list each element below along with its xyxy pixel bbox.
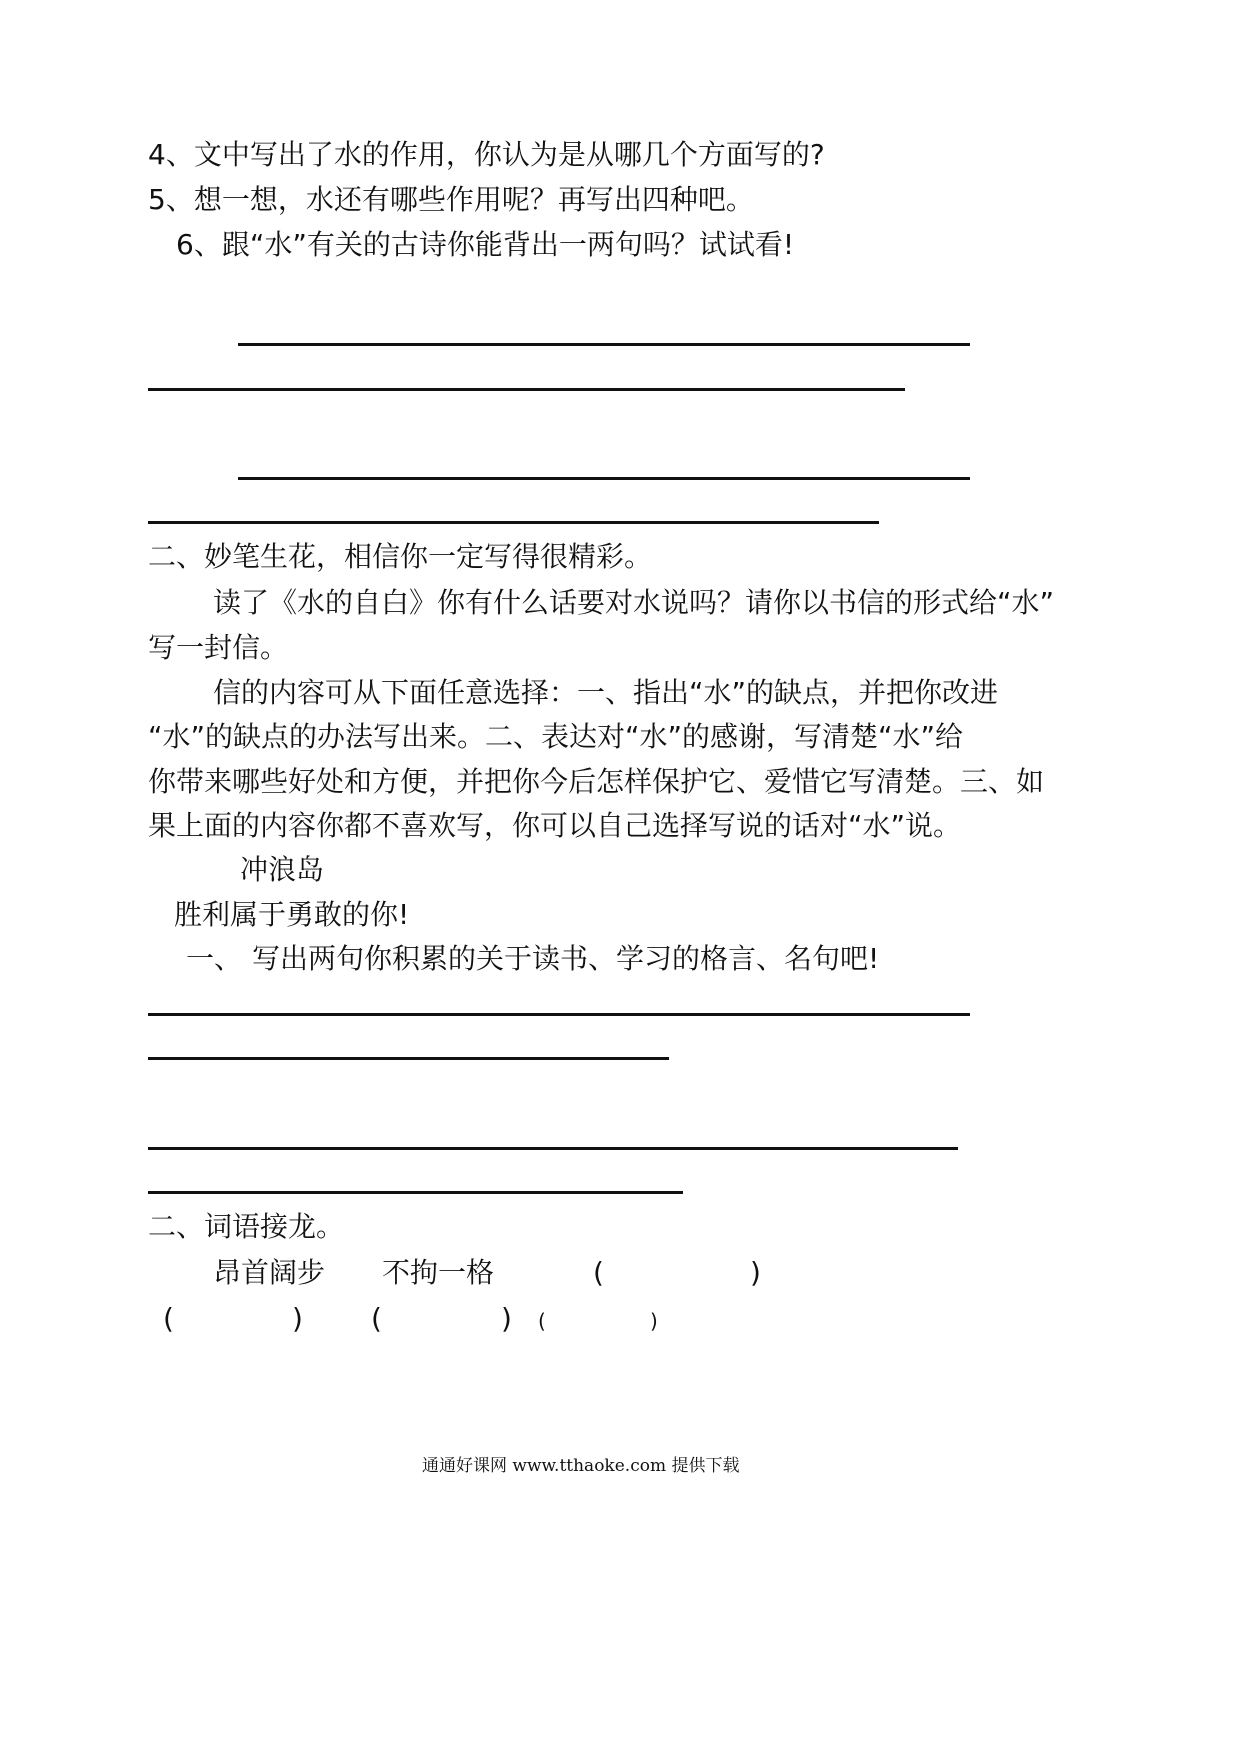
answer-line[interactable] xyxy=(148,1013,970,1016)
section-heading-word-chain: 二、词语接龙。 xyxy=(148,1210,345,1243)
blank-close-paren: ) xyxy=(750,1256,761,1289)
answer-line[interactable] xyxy=(238,343,970,346)
question-4: 4、文中写出了水的作用，你认为是从哪几个方面写的? xyxy=(148,138,825,171)
blank-open-paren-small: ( xyxy=(538,1309,546,1333)
question-5: 5、想一想，水还有哪些作用呢？再写出四种吧。 xyxy=(148,183,754,216)
answer-line[interactable] xyxy=(148,1057,669,1060)
answer-line[interactable] xyxy=(148,1191,683,1194)
answer-line[interactable] xyxy=(238,477,970,480)
question-6: 6、跟“水”有关的古诗你能背出一两句吗？试试看! xyxy=(176,228,795,261)
surf-island-subtitle: 胜利属于勇敢的你! xyxy=(174,898,410,931)
surf-q1-number: 一、 xyxy=(186,942,243,975)
blank-open-paren: ( xyxy=(593,1256,604,1289)
blank-close-paren-small: ) xyxy=(650,1309,658,1333)
writing-content-line: 信的内容可从下面任意选择：一、指出“水”的缺点，并把你改进 xyxy=(213,676,999,709)
surf-island-title: 冲浪岛 xyxy=(240,853,325,886)
chain-word: 昂首阔步 xyxy=(213,1256,326,1289)
blank-open-paren: ( xyxy=(163,1302,174,1335)
answer-line[interactable] xyxy=(148,388,905,391)
section-heading-writing: 二、妙笔生花，相信你一定写得很精彩。 xyxy=(148,540,653,573)
writing-prompt-line: 读了《水的自白》你有什么话要对水说吗？请你以书信的形式给“水” xyxy=(213,586,1055,619)
writing-content-line: 果上面的内容你都不喜欢写，你可以自己选择写说的话对“水”说。 xyxy=(148,809,962,842)
writing-content-line: “水”的缺点的办法写出来。二、表达对“水”的感谢，写清楚“水”给 xyxy=(148,720,964,753)
answer-line[interactable] xyxy=(148,521,879,524)
blank-close-paren: ) xyxy=(292,1302,303,1335)
answer-line[interactable] xyxy=(148,1147,958,1150)
footer-credit: 通通好课网 www.tthaoke.com 提供下载 xyxy=(422,1456,740,1476)
surf-q1-text: 写出两句你积累的关于读书、学习的格言、名句吧! xyxy=(252,942,880,975)
writing-prompt-line: 写一封信。 xyxy=(148,631,289,664)
blank-close-paren: ) xyxy=(501,1302,512,1335)
chain-word: 不拘一格 xyxy=(382,1256,495,1289)
writing-content-line: 你带来哪些好处和方便，并把你今后怎样保护它、爱惜它写清楚。三、如 xyxy=(148,765,1045,798)
blank-open-paren: ( xyxy=(371,1302,382,1335)
